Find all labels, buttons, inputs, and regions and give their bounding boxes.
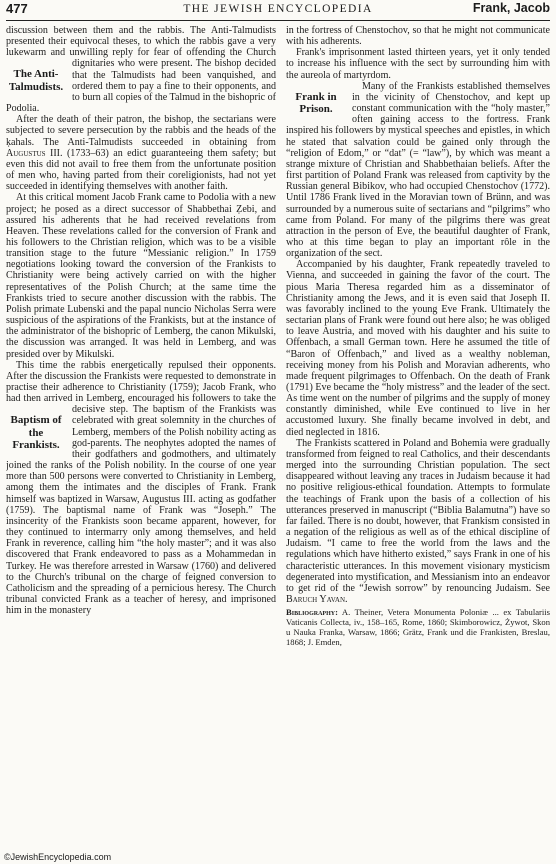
page-header [6,0,550,21]
journal-title: THE JEWISH ENCYCLOPEDIA [183,3,373,15]
paragraph-text: The baptism of the Frankists was celebrated with great solemnity in the churches of Lemberg, members of the Polish nobility acting as god-parents. The neophytes adopted the names of their godfathers and godmothers, and ultimately joined the ranks of the Polish nobility. In the course of one year more than 500 persons were converted to Christianity in Lemberg, among them the intimates and the disciples of Frank. Frank himself was baptized in Warsaw, Augustus III. acting as godfather (1759). The baptismal name of Frank was “Joseph.” The insincerity of the Frankists soon became apparent, however, for they continued to intermarry only among themselves, and held Frank in reverence, calling him “the holy master”; and it was also discovered that Frank endeavored to pass as a Mohammedan in Turkey. He was therefore arrested in Warsaw (1760) and delivered to the Church's tribunal on the charge of feigned conversion to Catholicism and the spreading of a pernicious heresy. The Church tribunal convicted Frank as a teacher of heresy, and imprisoned him in the monastery [6,404,276,617]
paragraph [6,114,276,192]
augustus-link[interactable]: Augustus III. [6,147,63,159]
paragraph-text: Church dignitaries who were present. The bishop decided that the Talmudists had been vanquished, and ordered them to pay a fine to their opponents, and to burn all copies of the Talmud in the bishopric of Podolia. [6,47,276,115]
paragraph: in the fortress of Chenstochov, so that he might not communicate with his adherents. [286,25,550,48]
paragraph-text: discussion between them and the rabbis. The Anti-Talmudists presented their equivocal theses, to which the rabbis gave a very lukewarm and unwilling reply for fear of offending the [6,25,276,59]
site-watermark[interactable]: ©JewishEncyclopedia.com [4,852,112,862]
running-headword: Frank, Jacob [472,1,550,15]
page-number: 477 [6,1,28,16]
paragraph [286,81,550,260]
left-column [6,25,276,847]
paragraph: Frank's imprisonment lasted thirteen years, yet it only tended to increase his influence with the sect by surrounding him with the aureola of martyrdom. [286,47,550,81]
right-column [286,25,550,847]
side-heading-frank-in-prison: Frank in Prison. [295,90,337,116]
paragraph-text: . [345,593,348,605]
bibliography-label: Bibliography: [286,607,338,618]
paragraph: Accompanied by his daughter, Frank repeatedly traveled to Vienna, and succeeded in gaining the favor of the court. The pious Maria Theresa regarded him as a disseminator of Christianity among the Jews, and it is even said that Joseph II. was favorably inclined to the young Eve Frank. Ultimately the sectarian plans of Frank were found out here also; he was obliged to leave Austria, and moved with his daughter and his suite to Offenbach, a small German town. Here he assumed the title of “Baron of Offenbach,” and lived as a wealthy nobleman, receiving money from his Polish and Moravian adherents, who made frequent pilgrimages to Offenbach. On the death of Frank (1791) Eve became the “holy mistress” and the leader of the sect. As time went on the number of pilgrims and the supply of money constantly diminished, while Eve continued to live in her accustomed luxury. She finally became involved in debt, and died neglected in 1816. [286,259,550,438]
paragraph-text: The Frankists scattered in Poland and Bohemia were gradually transformed from feigned to real Catholics, and their descendants merged into the surrounding Christian population. The sect disappeared without leaving any traces in Judaism because it had no positive religious-ethical foundation. Attempts to formulate the teachings of Frank upon the basis of a collection of his utterances preserved in manuscript (“Biblia Balamutna”) have so far failed. There is no doubt, however, that Frankism consisted in a negation of the religious as well as of the ethical discipline of Judaism. “I came to free the world from the laws and the regulations which have hitherto existed,” says Frank in one of his characteristic utterances. In this movement visionary mysticism degenerated into mystification, and Messianism into an endeavor to get rid of the “Jewish sorrow” by renouncing Judaism. See [286,437,550,594]
paragraph-text: After the death of their patron, the bishop, the sectarians were subjected to severe persecution by the rabbis and the heads of the ḳahals. The Anti-Talmudists succeeded in obtaining from [6,114,276,148]
baruch-yavan-link[interactable]: Baruch Yavan [286,593,346,605]
paragraph-text: (1733–63) an edict guaranteeing them safety; but even this did not avail to free them from the unfortunate position of men who, having parted from their coreligionists, had not yet succeeded in identifying themselves with another faith. [6,147,276,193]
bibliography-text: A. Theiner, Vetera Monumenta Poloniæ ... ex Tabulariis Vaticanis Collecta, iv., 158–165, Rome, 1860; Skimborowicz, Żywot, Skon u Nauka Franka, Warsaw, 1866; Grätz, Frank und die Frankisten, Breslau, 1868; J. Emden, [286,607,550,647]
side-heading-anti-talmudists: The Anti-Talmudists. [8,68,64,93]
paragraph [6,360,276,617]
paragraph-text: Many of the Frankists established themselves in the vicinity of Chenstochov, and kept up constant communication with the “holy master,” often gaining access to the fortress. Frank inspired his followers by mystical speeches and epistles, in which he stated that salvation could be gained only through the “religion of Edom,” or “dat” (= “law”), by which was meant a strange mixture of Christian and Shabbethaian beliefs. After the first partition of Poland Frank was released from captivity by the Russian general Bibikov, who had occupied Chenstochov (1772). Until 1786 Frank lived in the Moravian town of Brünn, and was surrounded by a numerous suite of sectarians and “pilgrims” who came from Poland. For many of the pilgrims there was great attraction in the person of Eve, the beautiful daughter of Frank, who at this time began to play an important rôle in the organization of the sect. [286,80,550,260]
paragraph [6,25,276,114]
paragraph: At this critical moment Jacob Frank came to Podolia with a new project; he posed as a direct successor of Shabbethai Ẓebi, and assured his adherents that he had received revelations from Heaven. These revelations called for the conversion of Frank and his followers to the Christian religion, which was to be a visible transition stage to the future “Messianic religion.” In 1759 negotiations looking toward the conversion of the Frankists to Christianity were being actively carried on with the higher representatives of the Polish Church; at the same time the Frankists tried to secure another discussion with the rabbis. The Polish primate Lubenski and the papal nuncio Nicholas Serra were suspicious of the aspirations of the Frankists, but at the instance of the administrator of the bishopric of Lemberg, the canon Mikulski, the discussion was arranged. It was held in Lemberg, and was presided over by Mikulski. [6,192,276,360]
side-heading-baptism: Baptism of the Frankists. [10,414,62,452]
paragraph-text: This time the rabbis energetically repulsed their opponents. After the discussion the Frankists were requested to demonstrate in practise their adherence to Christianity (1759); Jacob Frank, who had then arrived in Lemberg, encouraged his followers to take the decisive step. [6,359,276,416]
paragraph [286,438,550,605]
bibliography [286,608,550,647]
